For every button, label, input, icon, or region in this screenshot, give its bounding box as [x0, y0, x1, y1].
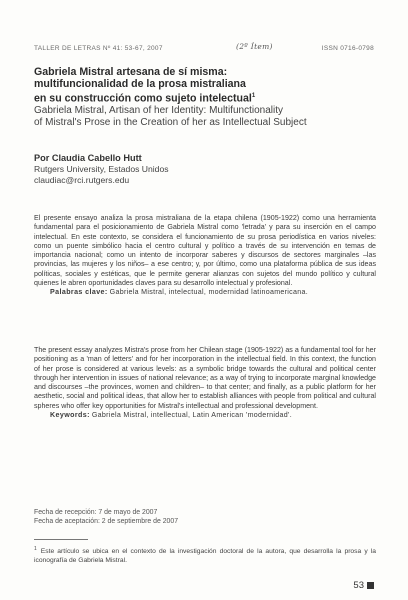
- abstract-en-text: The present essay analyzes Mistra's prose from her Chilean stage (1905-1922) as a fundamental tool for her positioning as a 'man of letters' and for her incorporation in the intellectual field. In this context, the function of her prose is considered at various levels: as a symbolic bridge towards the cultural and political center through her intervention in issues of national relevance; as a way of trying to incorporate marginal knowledge and discourses –the provinces, women and children– to that center; and finally, as a public platform for her aesthetic, social and political ideas, that allow her to establish alliances with people from political and cultural spheres who offer key opportunities for Mistral's intellectual and professional development.: [34, 346, 376, 410]
- footnote-divider: [34, 539, 88, 540]
- title-es-line-2: multifuncionalidad de la prosa mistraliana: [34, 78, 246, 91]
- author-email[interactable]: claudiac@rci.rutgers.edu: [34, 174, 130, 185]
- square-bullet-icon: [367, 582, 374, 589]
- title-en-line-1: Gabriela Mistral, Artisan of her Identity: Multifunctionality: [34, 105, 283, 117]
- title-es-line-3: [34, 90, 384, 105]
- author-name: Por Claudia Cabello Hutt: [34, 153, 142, 163]
- page-number-value: 53: [353, 580, 364, 591]
- keywords-en-label: Keywords:: [50, 410, 90, 419]
- abstract-es-text: El presente ensayo analiza la prosa mistraliana de la etapa chilena (1905-1922) como una herramienta fundamental para el posicionamiento de Gabriela Mistral como 'letrada' y para su inserción en el campo intelectual. En este contexto, se considera el funcionamiento de su prosa periodística en varios niveles: como un puente simbólico hacia el centro cultural y político a través de su intervención en temas de importancia nacional; como un intento de incorporar saberes y discursos de sectores marginales –las provincias, las mujeres y los niños– a ese centro; y, por último, como una plataforma pública de sus ideas políticas, sociales y estéticas, que le permite generar alianzas con sujetos del mundo político y cultural quienes le abren oportunidades claves para su desarrollo intelectual y profesional.: [34, 214, 376, 287]
- author-affiliation: Rutgers University, Estados Unidos: [34, 164, 169, 174]
- article-title-block: [34, 66, 384, 129]
- issn-number: ISSN 0716-0798: [321, 45, 374, 52]
- keywords-en-value: Gabriela Mistral, intellectual, Latin American 'modernidad'.: [91, 410, 292, 419]
- journal-citation: TALLER DE LETRAS Nº 41: 53-67, 2007: [34, 45, 163, 52]
- date-received: Fecha de recepción: 7 de mayo de 2007: [34, 509, 158, 516]
- footnote: [34, 545, 376, 566]
- keywords-es-value: Gabriela Mistral, intelectual, modernidad latinoamericana.: [109, 288, 309, 296]
- title-es-line-1: Gabriela Mistral artesana de sí misma:: [34, 66, 228, 78]
- author-block: [34, 152, 374, 186]
- title-en-line-2: of Mistral's Prose in the Creation of her as Intellectual Subject: [34, 117, 307, 129]
- keywords-es-label: Palabras clave:: [50, 288, 108, 296]
- title-english: [34, 105, 384, 129]
- page-number: [353, 580, 374, 591]
- keywords-spanish: [34, 288, 376, 297]
- keywords-english: [34, 411, 376, 420]
- article-dates: [34, 508, 178, 526]
- title-es-line-3-text: en su construcción como sujeto intelectual: [34, 92, 252, 105]
- running-header: [34, 42, 374, 56]
- handwritten-annotation: (2º Ítem): [236, 42, 273, 51]
- title-spanish: [34, 66, 384, 105]
- date-accepted: Fecha de aceptación: 2 de septiembre de 2007: [34, 518, 179, 525]
- abstract-english: [34, 346, 376, 420]
- footnote-mark: 1: [34, 546, 37, 552]
- abstract-spanish: [34, 214, 376, 297]
- title-footnote-mark[interactable]: 1: [251, 93, 256, 100]
- footnote-text: Este artículo se ubica en el contexto de la investigación doctoral de la autora, que desarrolla la prosa y la iconografía de Gabriela Mistral.: [34, 548, 376, 565]
